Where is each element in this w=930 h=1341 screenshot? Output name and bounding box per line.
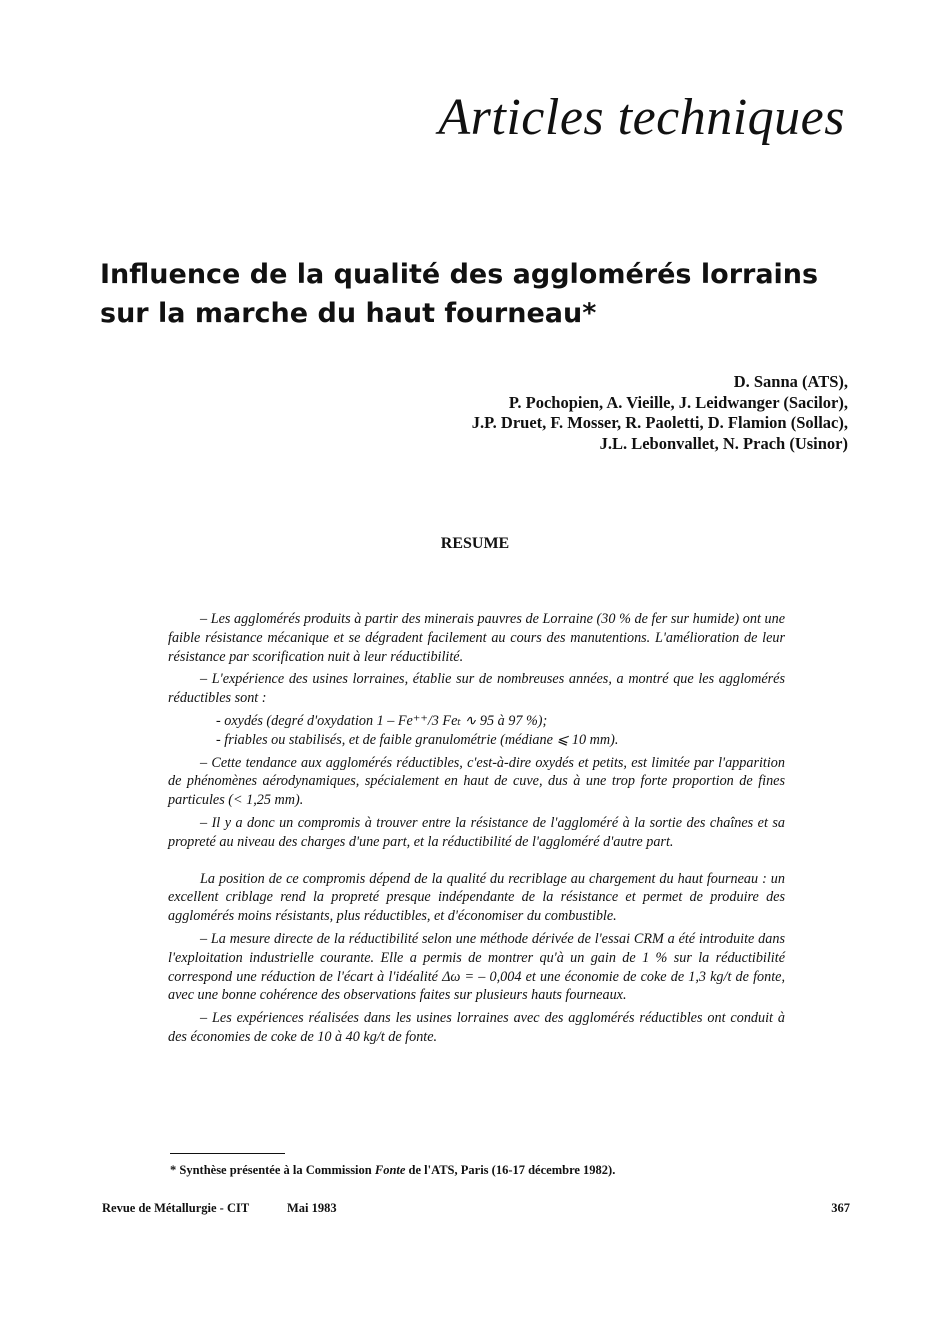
resume-bullet-list [168, 712, 785, 750]
page-number: 367 [831, 1201, 850, 1215]
journal-name: Revue de Métallurgie - CIT [102, 1201, 250, 1215]
footnote-commission-name: Fonte [374, 1163, 406, 1177]
resume-paragraph: – Il y a donc un compromis à trouver entre la résistance de l'aggloméré à la sortie des chaînes et sa propreté au niveau des charges d'une part, et la réductibilité de l'aggloméré d'autre part. [168, 814, 785, 850]
resume-bullet: - oxydés (degré d'oxydation 1 – Fe⁺⁺/3 Feₜ ∿ 95 à 97 %); [216, 712, 548, 729]
resume-bullet: - friables ou stabilisés, et de faible granulométrie (médiane ⩽ 10 mm). [216, 731, 619, 748]
authors-block [472, 372, 848, 454]
footnote-text: * Synthèse présentée à la Commission [170, 1163, 375, 1177]
footnote [170, 1163, 615, 1178]
footnote-divider [170, 1153, 285, 1154]
article-title [100, 255, 840, 333]
article-title-line-1: Influence de la qualité des agglomérés lorrains [100, 259, 819, 290]
resume-paragraph: La position de ce compromis dépend de la qualité du recriblage au chargement du haut fourneau : un excellent criblage rend la propreté presque indépendante de la résistance et permet de produire des agglomérés moins résistants, plus réductibles, et d'économiser du combustible. [168, 870, 785, 925]
resume-paragraph: – Les expériences réalisées dans les usines lorraines avec des agglomérés réductibles ont conduit à des économies de coke de 10 à 40 kg/t de fonte. [168, 1010, 785, 1045]
author-line: P. Pochopien, A. Vieille, J. Leidwanger (Sacilor), [508, 392, 848, 412]
issue-date: Mai 1983 [287, 1201, 337, 1215]
article-title-line-2: sur la marche du haut fourneau* [100, 298, 597, 329]
resume-heading: RESUME [440, 535, 510, 552]
resume-paragraph: – Cette tendance aux agglomérés réductibles, c'est-à-dire oxydés et petits, est limitée par l'apparition de phénomènes aérodynamiques, spécialement en haut de cuve, dus à une trop forte proportion de fines particules (< 1,25 mm). [168, 754, 785, 809]
resume-paragraph: – Les agglomérés produits à partir des minerais pauvres de Lorraine (30 % de fer sur humide) ont une faible résistance mécanique et se dégradent facilement au cours des manutentions. L'amélioration de leur résistance par scorification nuit à leur réductibilité. [168, 611, 785, 665]
author-line: D. Sanna (ATS), [733, 372, 848, 391]
author-line: J.L. Lebonvallet, N. Prach (Usinor) [599, 433, 848, 453]
section-header: Articles techniques [438, 89, 845, 146]
author-line: J.P. Druet, F. Mosser, R. Paoletti, D. Flamion (Sollac), [471, 413, 848, 432]
resume-paragraph: – L'expérience des usines lorraines, établie sur de nombreuses années, a montré que les agglomérés réductibles sont : [168, 671, 785, 707]
resume-body [168, 610, 785, 1051]
footnote-text-end: de l'ATS, Paris (16-17 décembre 1982). [405, 1163, 616, 1177]
resume-paragraph: – La mesure directe de la réductibilité selon une méthode dérivée de l'essai CRM a été introduite dans l'exploitation industrielle courante. Elle a permis de montrer qu'à un gain de 1 % sur la réductibilité correspond une réduction de l'écart à l'idéalité Δω = – 0,004 et une économie de coke de 1,3 kg/t de fonte, avec une bonne cohérence des observations faites sur plusieurs hauts fourneaux. [168, 930, 785, 1004]
